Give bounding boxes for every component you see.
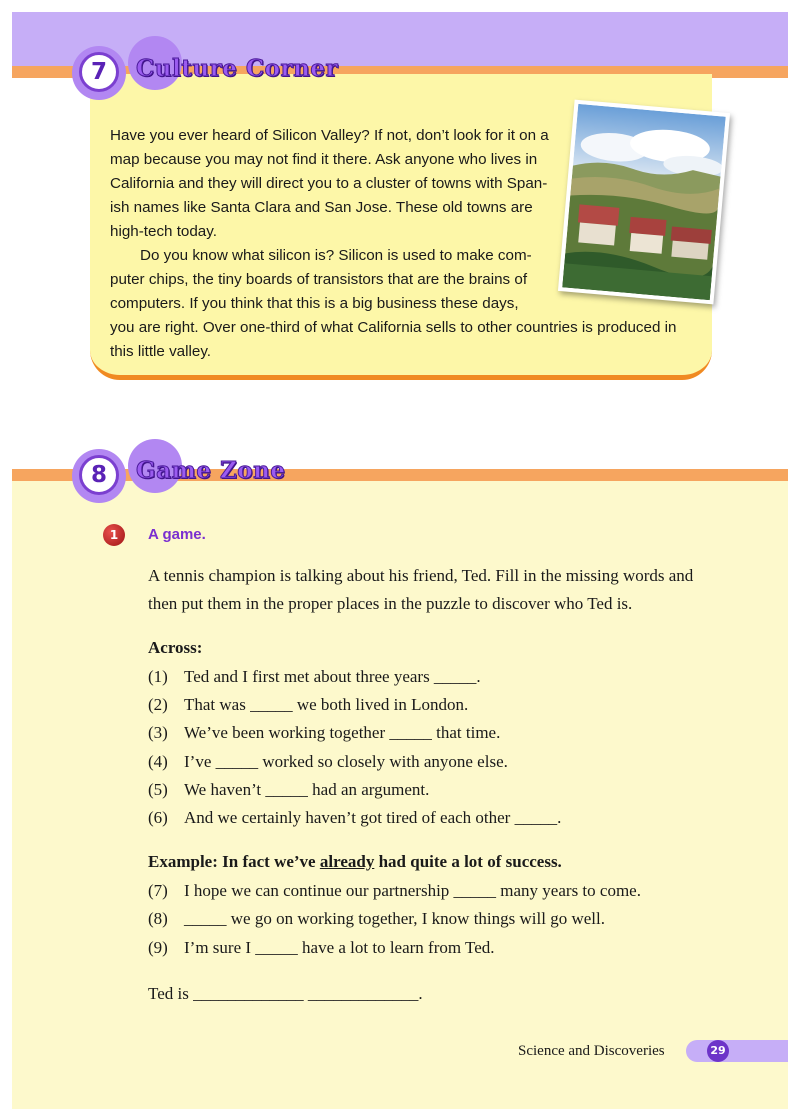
- footer-section-name: Science and Discoveries: [518, 1043, 665, 1059]
- item-number: (9): [148, 938, 168, 957]
- exercise-title: A game.: [148, 526, 206, 543]
- item-number: (4): [148, 752, 168, 771]
- item-text: I’ve _____ worked so closely with anyone else.: [184, 752, 508, 771]
- culture-line-5: high-tech today.: [110, 223, 217, 240]
- ted-is-line: Ted is _____________ _____________.: [148, 984, 423, 1003]
- item-text: Ted and I first met about three years _____.: [184, 667, 481, 686]
- culture-line-9: you are right. Over one-third of what California sells to other countries is produced in: [110, 319, 677, 336]
- silicon-valley-photo: [558, 100, 730, 305]
- item-number: (2): [148, 695, 168, 714]
- culture-line-2: map because you may not find it there. Ask anyone who lives in: [110, 151, 538, 168]
- item-number: (6): [148, 808, 168, 827]
- section-title: Game Zone: [136, 457, 286, 484]
- example-prefix: Example: In fact we’ve: [148, 852, 316, 871]
- instructions-line-2: then put them in the proper places in the puzzle to discover who Ted is.: [148, 594, 633, 613]
- culture-line-10: this little valley.: [110, 343, 212, 360]
- culture-line-6: Do you know what silicon is? Silicon is used to make com-: [140, 247, 532, 264]
- culture-line-4: ish names like Santa Clara and San Jose. These old towns are: [110, 199, 533, 216]
- instructions-line-1: A tennis champion is talking about his friend, Ted. Fill in the missing words and: [148, 566, 694, 585]
- item-text: I hope we can continue our partnership _____ many years to come.: [184, 881, 641, 900]
- footer-pill: [686, 1040, 788, 1062]
- item-number: (5): [148, 780, 168, 799]
- culture-line-8: computers. If you think that this is a big business these days,: [110, 295, 519, 312]
- item-text: That was _____ we both lived in London.: [184, 695, 469, 714]
- item-text: And we certainly haven’t got tired of each other _____.: [184, 808, 562, 827]
- item-text: We’ve been working together _____ that time.: [184, 723, 501, 742]
- item-text: I’m sure I _____ have a lot to learn from Ted.: [184, 938, 495, 957]
- culture-line-3: California and they will direct you to a cluster of towns with Span-: [110, 175, 548, 192]
- section-number: 7: [79, 52, 119, 92]
- example-line: [148, 852, 562, 872]
- item-number: (7): [148, 881, 168, 900]
- item-number: (3): [148, 723, 168, 742]
- section-title: Culture Corner: [136, 55, 339, 82]
- culture-line-7: puter chips, the tiny boards of transistors that are the brains of: [110, 271, 528, 288]
- across-label: Across:: [148, 638, 203, 657]
- example-suffix: had quite a lot of success.: [378, 852, 562, 871]
- culture-line-1: Have you ever heard of Silicon Valley? If not, don’t look for it on a: [110, 127, 549, 144]
- item-number: (8): [148, 909, 168, 928]
- item-text: _____ we go on working together, I know things will go well.: [184, 909, 605, 928]
- page-number: 29: [707, 1040, 729, 1062]
- landscape-image: [562, 104, 725, 300]
- item-text: We haven’t _____ had an argument.: [184, 780, 430, 799]
- example-answer: already: [319, 852, 375, 871]
- section-number: 8: [79, 455, 119, 495]
- exercise-number-badge: 1: [103, 524, 125, 546]
- item-number: (1): [148, 667, 168, 686]
